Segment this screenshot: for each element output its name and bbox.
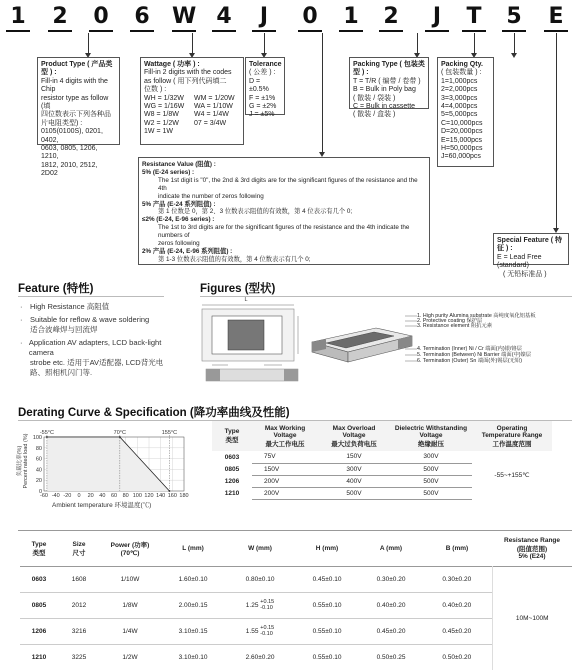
st-header xyxy=(100,532,160,566)
st-cell: 1608 xyxy=(71,575,87,583)
st-cell: 1/10W xyxy=(120,575,140,583)
packing-qty-line: C=10,000pcs xyxy=(441,119,483,127)
dt-header-text: Voltage xyxy=(342,431,366,439)
st-header-text: W (mm) xyxy=(248,545,272,553)
dt-header-text: Type xyxy=(224,428,240,435)
tolerance-line: J = ±5% xyxy=(249,111,275,119)
tolerance-subtitle: ( 公差 ) : xyxy=(249,69,276,77)
pn-char: 4 xyxy=(216,4,232,29)
feature-item: strobe etc. 适用于AV适配器, LCD背光电 xyxy=(30,358,164,367)
st-header xyxy=(226,532,294,566)
dt-cell: 400V xyxy=(318,475,390,487)
st-header-text: Size xyxy=(72,540,86,548)
packing-qty-line: J=60,000pcs xyxy=(441,153,481,161)
dt-cell: 1206 xyxy=(224,477,240,485)
svg-text:L: L xyxy=(244,297,248,303)
packing-qty-line: 2=2,000pcs xyxy=(441,86,478,94)
st-cell: 0.55±0.10 xyxy=(312,653,342,661)
wattage-code: W4 = 1/4W xyxy=(194,111,229,119)
x-tick-label: 60 xyxy=(110,493,118,499)
derating-title: Derating Curve & Specification (降功率曲线及性能) xyxy=(18,407,290,419)
dt-header xyxy=(318,421,390,451)
wattage-code: WM = 1/20W xyxy=(194,94,235,102)
bullet: · xyxy=(20,302,23,311)
y-tick-label: 80 xyxy=(35,445,42,452)
product-type-title: Product Type ( 产品类型 ) : xyxy=(41,61,113,77)
dt-cell: 300V xyxy=(318,463,390,475)
resistance-value-title: Resistance Value (阻值) : xyxy=(142,161,216,168)
packing-qty-line: D=20,000pcs xyxy=(441,128,483,136)
pn-char: J xyxy=(259,4,269,29)
packing-type-line: B = Bulk in Poly bag xyxy=(353,86,416,94)
st-cell: 0805 xyxy=(31,601,47,609)
st-header-text: H (mm) xyxy=(315,545,339,553)
y-tick-label: 40 xyxy=(35,467,42,474)
pn-char: 1 xyxy=(10,4,26,29)
top-temp-label: 70°C xyxy=(113,430,126,436)
st-w-value: 1.25 xyxy=(245,601,259,609)
y-tick-label: 20 xyxy=(35,478,42,485)
pn-char: 5 xyxy=(506,4,522,29)
packing-type-line: T = T/R ( 编带 / 卷带 ) xyxy=(353,77,421,85)
pn-char: 0 xyxy=(302,4,318,29)
st-cell: 0.50±0.20 xyxy=(442,653,472,661)
packing-qty-line: 5=5,000pcs xyxy=(441,111,478,119)
x-tick-label: 100 xyxy=(132,493,142,499)
wattage-code: 07 = 3/4W xyxy=(194,119,227,127)
st-cell: 0603 xyxy=(31,575,47,583)
st-header xyxy=(360,532,422,566)
chip-3d-view xyxy=(306,312,418,378)
st-cell: 0.30±0.20 xyxy=(442,575,472,583)
st-cell: 1/8W xyxy=(122,601,138,609)
st-header-text: 类型 xyxy=(32,549,46,557)
st-cell: 0.55±0.10 xyxy=(312,627,342,635)
st-cell: 3225 xyxy=(71,653,87,661)
packing-qty-title: Packing Qty. xyxy=(441,61,483,68)
st-header-text: Type xyxy=(31,540,47,548)
derating-chart xyxy=(14,427,190,511)
st-cell: 1.60±0.10 xyxy=(178,575,208,583)
dt-cell: 150V xyxy=(252,463,318,475)
wattage-line: 位数 ) : xyxy=(144,86,167,94)
st-row xyxy=(20,566,572,592)
resistance-value-box xyxy=(138,157,430,265)
dt-cell: 300V xyxy=(390,451,472,463)
wattage-line: as follow ( 用下列代码填二 xyxy=(144,77,227,85)
dt-cell: 150V xyxy=(318,451,390,463)
product-type-line: 0105(0100S), 0201, 0402, xyxy=(41,128,103,144)
packing-qty-line: 1=1,000pcs xyxy=(441,77,478,85)
st-cell: 0.45±0.10 xyxy=(312,575,342,583)
packing-qty-box xyxy=(437,57,494,167)
st-cell: 0.40±0.20 xyxy=(442,601,472,609)
st-cell: 2.60±0.20 xyxy=(245,653,275,661)
pn-char: 1 xyxy=(343,4,359,29)
st-header-text: Power (功率) xyxy=(110,542,150,550)
wattage-code: W2 = 1/2W xyxy=(144,119,179,127)
chart-ylabel-en: Percent rated load (%) xyxy=(23,433,29,489)
packing-qty-subtitle: ( 包装数量 ) : xyxy=(441,69,482,77)
st-cell: 0.45±0.20 xyxy=(442,627,472,635)
packing-qty-line: H=50,000pcs xyxy=(441,145,483,153)
figure-label: 1. High purity Alumina substrate 高纯度氧化铝基板 xyxy=(417,313,536,319)
wattage-code: W8 = 1/8W xyxy=(144,111,179,119)
st-cell-w xyxy=(226,618,294,644)
tolerance-line: F = ±1% xyxy=(249,94,276,102)
dt-header-text: Dielectric Withstanding xyxy=(394,424,468,432)
pn-char: W xyxy=(172,4,197,29)
dt-cell: 200V xyxy=(252,475,318,487)
dt-header-text: Voltage xyxy=(273,431,297,439)
st-header-text: (70℃) xyxy=(120,550,140,558)
wattage-code: WA = 1/10W xyxy=(194,103,233,111)
feature-title: Feature (特性) xyxy=(18,283,94,295)
st-cell: 3216 xyxy=(71,627,87,635)
dt-header-text: Temperature Range xyxy=(481,431,543,439)
packing-type-box xyxy=(349,57,429,119)
resistance-block-head: 5% 产品 (E-24 系列阻值) : xyxy=(142,200,216,208)
bullet: · xyxy=(20,338,23,347)
dt-header-text: 类型 xyxy=(225,437,239,444)
dt-temp-range: -55~+155℃ xyxy=(494,472,530,479)
resistance-block-line: indicate the number of zeros following xyxy=(158,192,264,200)
st-cell: 1210 xyxy=(31,653,47,661)
pn-char: 6 xyxy=(134,4,150,29)
wattage-title: Wattage ( 功率 ) : xyxy=(144,61,200,68)
st-cell: 3.10±0.10 xyxy=(178,653,208,661)
st-cell: 0.80±0.10 xyxy=(245,575,275,583)
dt-header xyxy=(390,421,472,451)
resistance-block-line: The 1st digit is "0", the 2nd & 3rd digits are for the significant figures of the resistance and the 4th xyxy=(158,176,418,192)
figure-label: 4. Termination (Inner) Ni / Cr 端面(内)银/铬层 xyxy=(417,346,522,352)
st-cell: 0.40±0.20 xyxy=(376,601,406,609)
pn-char: T xyxy=(466,4,482,29)
top-temp-label: 155°C xyxy=(161,430,178,436)
x-tick-label: 120 xyxy=(144,493,154,499)
packing-qty-line: 4=4,000pcs xyxy=(441,103,478,111)
st-header-row xyxy=(20,532,572,566)
resistance-block-line: 第 1 位数是 0，第 2、3 位数表示阻值的有效数，第 4 位表示有几个 0; xyxy=(158,208,353,216)
derating-area xyxy=(47,437,170,491)
st-header-text: 5% (E24) xyxy=(518,553,546,561)
dt-header-text: 最大过负荷电压 xyxy=(331,440,377,448)
chart-ylabel: 负载比率(%) xyxy=(17,445,23,477)
st-resistance-range: 10M~100M xyxy=(492,566,572,670)
st-cell: 2012 xyxy=(71,601,87,609)
figure-label: 5. Termination (Between) Ni Barrier 端面(中)镍层 xyxy=(417,352,532,358)
dt-cell: 1210 xyxy=(224,489,240,497)
resistance-block-head: ≤2% (E-24, E-96 series) : xyxy=(142,216,215,224)
st-cell: 0.55±0.10 xyxy=(312,601,342,609)
dt-header xyxy=(212,421,252,451)
dt-cell: 500V xyxy=(390,487,472,499)
special-feature-line: E = Lead Free (standard) xyxy=(497,253,542,270)
dt-cell: 200V xyxy=(252,487,318,499)
bullet: · xyxy=(20,315,23,324)
wattage-box xyxy=(140,57,244,145)
x-tick-label: -40 xyxy=(51,493,60,499)
tolerance-box xyxy=(245,57,285,119)
dt-header xyxy=(472,421,552,451)
x-tick-label: -20 xyxy=(63,493,72,499)
st-header xyxy=(422,532,492,566)
st-w-value: 1.55 xyxy=(245,627,259,635)
packing-type-line: C = Bulk in cassette xyxy=(353,103,416,111)
dt-cell: 500V xyxy=(318,487,390,499)
st-cell-w xyxy=(226,592,294,618)
st-header-text: A (mm) xyxy=(379,545,403,553)
resistance-block-head: 5% (E-24 series) : xyxy=(142,168,195,176)
tolerance-title: Tolerance xyxy=(249,61,282,68)
product-type-line: 四位数表示下列各种品 xyxy=(41,111,111,119)
dt-cell: 500V xyxy=(390,463,472,475)
dt-header-text: 最大工作电压 xyxy=(265,440,305,448)
top-temp-label: -55°C xyxy=(39,430,54,436)
st-cell: 3.10±0.15 xyxy=(178,627,208,635)
st-cell: 0.45±0.20 xyxy=(376,627,406,635)
x-tick-label: 80 xyxy=(122,493,129,499)
st-cell: 0.30±0.20 xyxy=(376,575,406,583)
dt-header-text: Voltage xyxy=(419,431,443,439)
st-header xyxy=(160,532,226,566)
wattage-line: Fill-in 2 digits with the codes xyxy=(144,69,232,77)
x-tick-label: 20 xyxy=(87,493,94,499)
dt-header xyxy=(252,421,318,451)
st-row xyxy=(20,618,572,644)
st-header-text: 尺寸 xyxy=(72,549,86,557)
product-type-line: 片电阻类型) : xyxy=(41,119,83,127)
pn-char: 0 xyxy=(93,4,109,29)
packing-type-line: ( 散装 / 盒装 ) xyxy=(353,111,396,119)
wattage-code: WH = 1/32W xyxy=(144,94,184,102)
st-header xyxy=(20,532,58,566)
st-header-text: L (mm) xyxy=(182,545,204,553)
st-header xyxy=(492,532,572,566)
st-header xyxy=(58,532,100,566)
packing-qty-line: 3=3,000pcs xyxy=(441,94,478,102)
st-cell: 1/4W xyxy=(122,627,138,635)
product-type-line: 0603, 0805, 1206, 1210, xyxy=(41,145,98,161)
x-tick-label: 0 xyxy=(77,493,81,499)
dt-cell: 0603 xyxy=(224,453,240,461)
feature-item: High Resistance 高阻值 xyxy=(30,302,110,311)
product-type-line: Fill-in 4 digits with the Chip xyxy=(41,77,108,94)
resistance-block-line: 第 1-3 位数表示阻值的有效数，第 4 位数表示有几个 0; xyxy=(158,255,311,263)
dt-cell: 0805 xyxy=(224,465,240,473)
st-header xyxy=(294,532,360,566)
figure-label: 2. Protective coating 保护层 xyxy=(417,318,483,324)
x-tick-label: 180 xyxy=(179,493,189,499)
dt-cell: 500V xyxy=(390,475,472,487)
dt-header-text: Operating xyxy=(496,424,528,432)
dt-cell: 75V xyxy=(252,451,318,463)
dt-header-text: Max Overload xyxy=(332,424,376,432)
resistance-block-line: zeros following xyxy=(158,240,200,248)
packing-qty-line: E=15,000pcs xyxy=(441,136,483,144)
feature-item: Suitable for reflow & wave soldering xyxy=(30,315,150,324)
st-cell: 2.00±0.15 xyxy=(178,601,208,609)
feature-item: 路、照相机闪门等. xyxy=(30,368,93,377)
y-tick-label: 100 xyxy=(32,435,42,441)
pn-char: 2 xyxy=(52,4,68,29)
dt-header-text: 绝缘耐压 xyxy=(418,440,444,448)
st-cell: 0.50±0.25 xyxy=(376,653,406,661)
figures-title: Figures (型状) xyxy=(200,283,276,295)
feature-list xyxy=(20,302,170,378)
y-tick-label: 60 xyxy=(35,456,42,463)
dt-header-text: 工作温度范围 xyxy=(492,440,532,448)
product-type-line: 1812, 2010, 2512, 2D02 xyxy=(41,161,98,178)
leader-lines xyxy=(405,312,417,372)
special-feature-line: ( 无铅标准品 ) xyxy=(503,270,547,278)
tolerance-line: D = ±0.5% xyxy=(249,77,269,94)
figure-label: 6. Termination (Outer) Sn 端面(外)锡层(无铅) xyxy=(417,358,522,364)
x-tick-label: 140 xyxy=(156,493,166,499)
dt-row xyxy=(212,451,552,463)
st-row xyxy=(20,644,572,670)
product-type-box xyxy=(37,57,120,178)
x-tick-label: -60 xyxy=(40,493,48,499)
st-cell: 1/2W xyxy=(122,653,138,661)
st-header-text: B (mm) xyxy=(445,545,469,553)
st-row xyxy=(20,592,572,618)
product-type-line: resistor type as follow (填 xyxy=(41,94,109,111)
packing-type-title: Packing Type ( 包装类型 ) : xyxy=(353,61,425,77)
resistance-block-line: The 1st to 3rd digits are for the significant figures of the resistance and the 4th indicate the numbers of xyxy=(158,224,410,240)
tolerance-line: G = ±2% xyxy=(249,103,277,111)
feature-item: 适合波峰焊与回流焊 xyxy=(30,325,98,334)
chart-xlabel: Ambient temperature 环境温度(℃) xyxy=(52,502,152,509)
st-header-text: Resistance Range xyxy=(504,537,560,545)
st-cell: 1206 xyxy=(31,627,47,635)
x-tick-label: 160 xyxy=(167,493,177,499)
special-feature-box xyxy=(493,233,569,278)
resistance-block-head: 2% 产品 (E-24, E-96 系列阻值) : xyxy=(142,247,233,255)
feature-item: Application AV adapters, LCD back-light camera xyxy=(28,338,162,357)
wattage-code: WG = 1/16W xyxy=(144,103,185,111)
figure-label: 3. Resistance element 阻抗元素 xyxy=(417,323,493,329)
y-tick-label: 0 xyxy=(38,489,42,495)
dt-header-text: Max Working xyxy=(264,424,306,432)
x-tick-label: 40 xyxy=(99,493,106,499)
wattage-code: 1W = 1W xyxy=(144,128,173,136)
special-feature-title: Special Feature ( 特征 ) : xyxy=(497,237,562,253)
pn-char: E xyxy=(548,4,564,29)
st-w-tol: +0.15 -0.10 xyxy=(260,624,275,637)
packing-type-line: ( 散装 / 袋装 ) xyxy=(353,94,396,102)
pn-char: 2 xyxy=(383,4,399,29)
chip-top-view xyxy=(196,297,306,385)
derating-table xyxy=(212,421,552,500)
st-header-text: (阻值范围) xyxy=(516,546,548,554)
pn-char: J xyxy=(432,4,442,29)
size-table xyxy=(20,532,572,670)
st-w-tol: +0.15 -0.10 xyxy=(260,598,275,611)
